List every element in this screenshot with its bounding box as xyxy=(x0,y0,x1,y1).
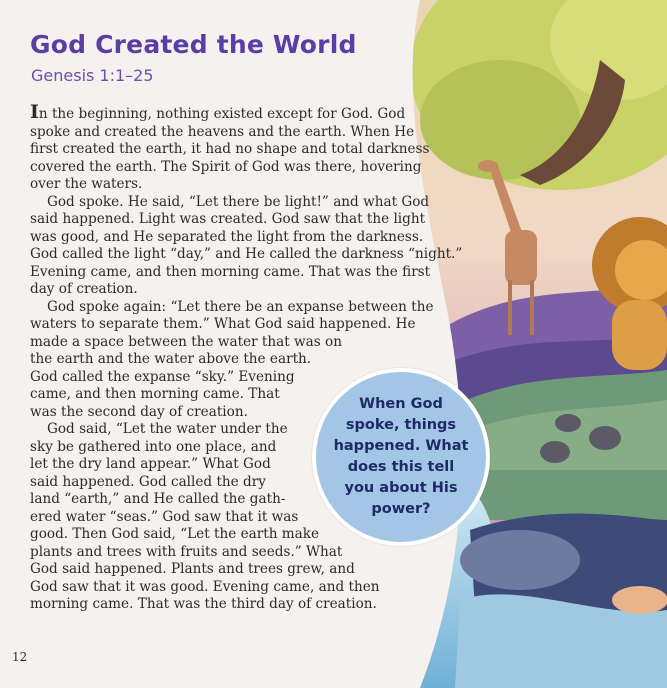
text-line-content: God said, “Let the water under the xyxy=(47,421,288,437)
text-line xyxy=(30,246,462,264)
text-line-content: God spoke again: “Let there be an expanse between the xyxy=(47,298,434,315)
text-line xyxy=(30,281,462,299)
text-line xyxy=(30,596,462,614)
text-line-content: the earth and the water above the earth. xyxy=(30,351,312,367)
text-line xyxy=(30,124,462,142)
text-line-content: God saw that it was good. Evening came, and then xyxy=(30,578,380,595)
text-line xyxy=(30,299,462,317)
text-line-content: waters to separate them.” What God said happened. He xyxy=(30,316,416,332)
text-line xyxy=(30,176,462,194)
text-line xyxy=(30,316,462,334)
text-line-content: covered the earth. The Spirit of God was there, hovering xyxy=(30,158,422,175)
text-line xyxy=(30,159,462,177)
text-line-content: day of creation. xyxy=(30,281,138,297)
guinea-fowl xyxy=(540,441,570,463)
text-line-content: n the beginning, nothing existed except for God. God xyxy=(38,106,406,122)
text-line-content: land “earth,” and He called the gath- xyxy=(30,491,286,507)
page-number: 12 xyxy=(12,650,28,664)
text-line xyxy=(30,561,462,579)
text-line-content: said happened. Light was created. God saw that the light xyxy=(30,211,426,227)
text-line-content: spoke and created the heavens and the earth. When He xyxy=(30,123,415,140)
callout-line: When God xyxy=(359,396,443,412)
text-line xyxy=(30,141,462,159)
text-line xyxy=(30,229,462,247)
text-line-content: was the second day of creation. xyxy=(30,403,248,420)
text-line-content: God called the light “day,” and He called the darkness “night.” xyxy=(30,246,463,262)
text-line-content: sky be gathered into one place, and xyxy=(30,438,277,455)
fish xyxy=(612,586,667,614)
text-line-content: came, and then morning came. That xyxy=(30,386,280,402)
text-line xyxy=(30,101,462,124)
text-line-content: plants and trees with fruits and seeds.” What xyxy=(30,543,343,560)
text-line-content: ered water “seas.” God saw that it was xyxy=(30,508,299,525)
callout-line: does this tell xyxy=(347,459,455,475)
text-line-content: first created the earth, it had no shape and total darkness xyxy=(30,141,430,157)
question-callout-bubble xyxy=(312,368,490,546)
callout-line: happened. What xyxy=(333,438,469,454)
callout-line: spoke, things xyxy=(345,417,457,433)
callout-line: you about His xyxy=(344,480,458,496)
text-line-content: God called the expanse “sky.” Evening xyxy=(30,368,295,385)
text-line-content: God said happened. Plants and trees grew, and xyxy=(30,561,355,577)
question-callout-text xyxy=(334,394,469,520)
text-line-content: Evening came, and then morning came. That was the first xyxy=(30,263,431,280)
text-line-content: said happened. God called the dry xyxy=(30,473,266,490)
text-line xyxy=(30,264,462,282)
text-line-content: was good, and He separated the light from the darkness. xyxy=(30,228,424,245)
text-line-content: made a space between the water that was on xyxy=(30,333,342,350)
text-line-content: good. Then God said, “Let the earth make xyxy=(30,526,320,542)
page-title: God Created the World xyxy=(30,30,357,59)
callout-line: power? xyxy=(371,501,431,517)
text-line-content: over the waters. xyxy=(30,176,143,192)
text-line xyxy=(30,351,462,369)
text-line xyxy=(30,211,462,229)
text-line xyxy=(30,544,462,562)
text-line xyxy=(30,579,462,597)
text-line-content: God spoke. He said, “Let there be light!” and what God xyxy=(47,193,430,210)
text-line-content: morning came. That was the third day of creation. xyxy=(30,596,377,612)
scripture-reference: Genesis 1:1–25 xyxy=(31,66,154,85)
text-line-content: let the dry land appear.” What God xyxy=(30,456,271,472)
drop-cap: I xyxy=(30,101,39,123)
text-line xyxy=(30,194,462,212)
text-line xyxy=(30,334,462,352)
rock xyxy=(460,530,580,590)
